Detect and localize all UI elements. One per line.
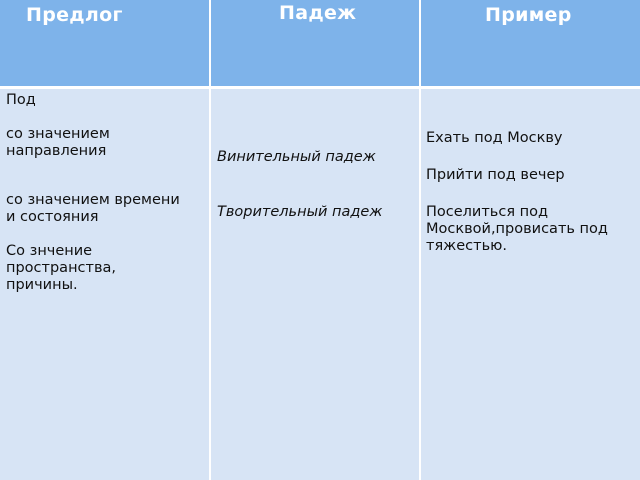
example-instrumental-line1: Поселиться под (426, 204, 549, 220)
example-instrumental-line2: Москвой,провисать под (426, 221, 608, 237)
meaning-time-line2: и состояния (6, 209, 99, 225)
meaning-space-line2: пространства, (6, 260, 117, 276)
body-cell-preposition (0, 89, 209, 480)
body-cell-example (421, 89, 640, 480)
column-divider (209, 0, 211, 480)
case-accusative: Винительный падеж (217, 149, 376, 165)
header-example: Пример (485, 4, 572, 26)
meaning-direction-line1: со значением (6, 126, 110, 142)
header-cell-preposition (0, 0, 209, 86)
example-accusative: Ехать под Москву (426, 130, 563, 146)
meaning-space-line3: причины. (6, 277, 78, 293)
example-instrumental-line3: тяжестью. (426, 238, 507, 254)
meaning-space-line1: Со знчение (6, 243, 93, 259)
example-time: Прийти под вечер (426, 167, 565, 183)
header-preposition: Предлог (26, 4, 123, 26)
meaning-direction-line2: направления (6, 143, 107, 159)
header-cell-example (421, 0, 640, 86)
body-cell-case (211, 89, 419, 480)
preposition-title: Под (6, 92, 36, 108)
column-divider (419, 0, 421, 480)
header-case: Падеж (279, 2, 357, 24)
header-cell-case (211, 0, 419, 86)
row-divider (0, 86, 640, 89)
meaning-time-line1: со значением времени (6, 192, 180, 208)
case-instrumental: Творительный падеж (217, 204, 383, 220)
